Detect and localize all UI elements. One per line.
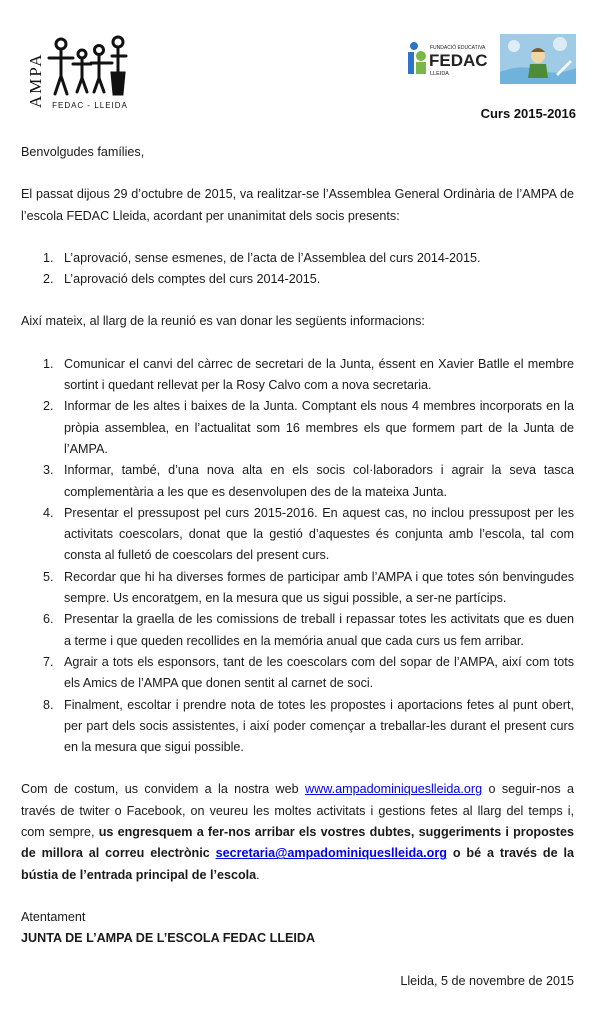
course-year: Curs 2015-2016 xyxy=(480,106,576,121)
fedac-emblem-icon xyxy=(408,42,426,74)
list-item: 3. Informar, també, d’una nova alta en els socis col·laboradors i agrair la seva tasca complementària a les que es desenvolupen des de la mateixa Junta. xyxy=(43,463,574,499)
informations-list xyxy=(21,354,574,759)
list-item: 7. Agrair a tots els esponsors, tant de les coescolars com del sopar de l’AMPA, així com tots els Amics de l’AMPA que donen sentit al carnet de soci. xyxy=(43,654,574,691)
school-illustration xyxy=(500,34,576,84)
ampa-logo-sub: FEDAC - LLEIDA xyxy=(52,101,128,110)
fedac-logo xyxy=(405,36,500,80)
list-item: 4. Presentar el pressupost pel curs 2015-2016. En aquest cas, no inclou pressupost per les activitats coescolars, donat que la gestió d’aquestes és conjunta amb l’escola, tal com consta al fulletó de coescolars del present curs. xyxy=(43,505,574,563)
list-item: 1. L’aprovació, sense esmenes, de l’acta de l’Assemblea del curs 2014-2015. xyxy=(43,250,481,265)
website-link[interactable]: www.ampadominiqueslleida.org xyxy=(305,782,483,797)
list-item: 6. Presentar la graella de les comissions de treball i repassar totes les activitats que es duen a terme i que queden recollides en la memória anual que cada curs us fem arribar. xyxy=(43,612,574,648)
fedac-name: FEDAC xyxy=(429,51,488,70)
list-item: 8. Finalment, escoltar i prendre nota de totes les propostes i aportacions fetes al punt obert, per part dels socis assistentes, i així poder començar a treballar-les durant el present curs en la mesura que sigui possible. xyxy=(43,697,574,755)
list-item: 5. Recordar que hi ha diverses formes de participar amb l’AMPA i que totes són benvingudes sempre. Us encoratgem, en la mesura que us sigui possible, a ser-ne partícips. xyxy=(43,569,574,606)
letter-date: Lleida, 5 de novembre de 2015 xyxy=(400,973,574,988)
family-figures-icon xyxy=(49,37,126,94)
ampa-logo xyxy=(26,28,131,112)
list-item: 2. L’aprovació dels comptes del curs 2014-2015. xyxy=(43,272,321,287)
intro-paragraph: El passat dijous 29 d’octubre de 2015, va realitzar-se l’Assemblea General Ordinària de l’AMPA de l’escola FEDAC Lleida, acordant per unanimitat dels socis presents: xyxy=(21,187,574,223)
ampa-logo-text: AMPA xyxy=(26,52,45,108)
email-link[interactable]: secretaria@ampadominiqueslleida.org xyxy=(215,846,447,861)
info-intro: Així mateix, al llarg de la reunió es van donar les següents informacions: xyxy=(21,314,425,329)
fedac-city: LLEIDA xyxy=(430,71,449,77)
agreements-list xyxy=(21,248,574,291)
list-item: 2. Informar de les altes i baixes de la Junta. Comptant els nous 4 membres incorporats en la pròpia assemblea, en l’actualitat som 16 membres els que formem part de la Junta de l’AMPA. xyxy=(43,399,574,456)
closing-paragraph: Com de costum, us convidem a la nostra web www.ampadominiqueslleida.org o seguir-nos a través de twiter o Facebook, on veureu les moltes activitats i gestions fetes al llarg del temps i, com sempre, us engresquem a fer-nos arribar els vostres dubtes, suggeriments i propostes de millora al correu electrònic secretaria@ampadominiqueslleida.org o bé a través de la bústia de l’entrada principal de l’escola. xyxy=(21,782,574,882)
salutation: Benvolgudes famílies, xyxy=(21,145,145,159)
letter-body xyxy=(21,142,574,992)
regards: Atentament xyxy=(21,909,86,924)
list-item: 1. Comunicar el canvi del càrrec de secretari de la Junta, éssent en Xavier Batlle el membre sortint i quedant rellevat per la Rosy Calvo com a nova secretaria. xyxy=(43,356,574,393)
fedac-small-text: FUNDACIÓ EDUCATIVA xyxy=(430,45,486,51)
signature: JUNTA DE L’AMPA DE L’ESCOLA FEDAC LLEIDA xyxy=(21,931,316,946)
